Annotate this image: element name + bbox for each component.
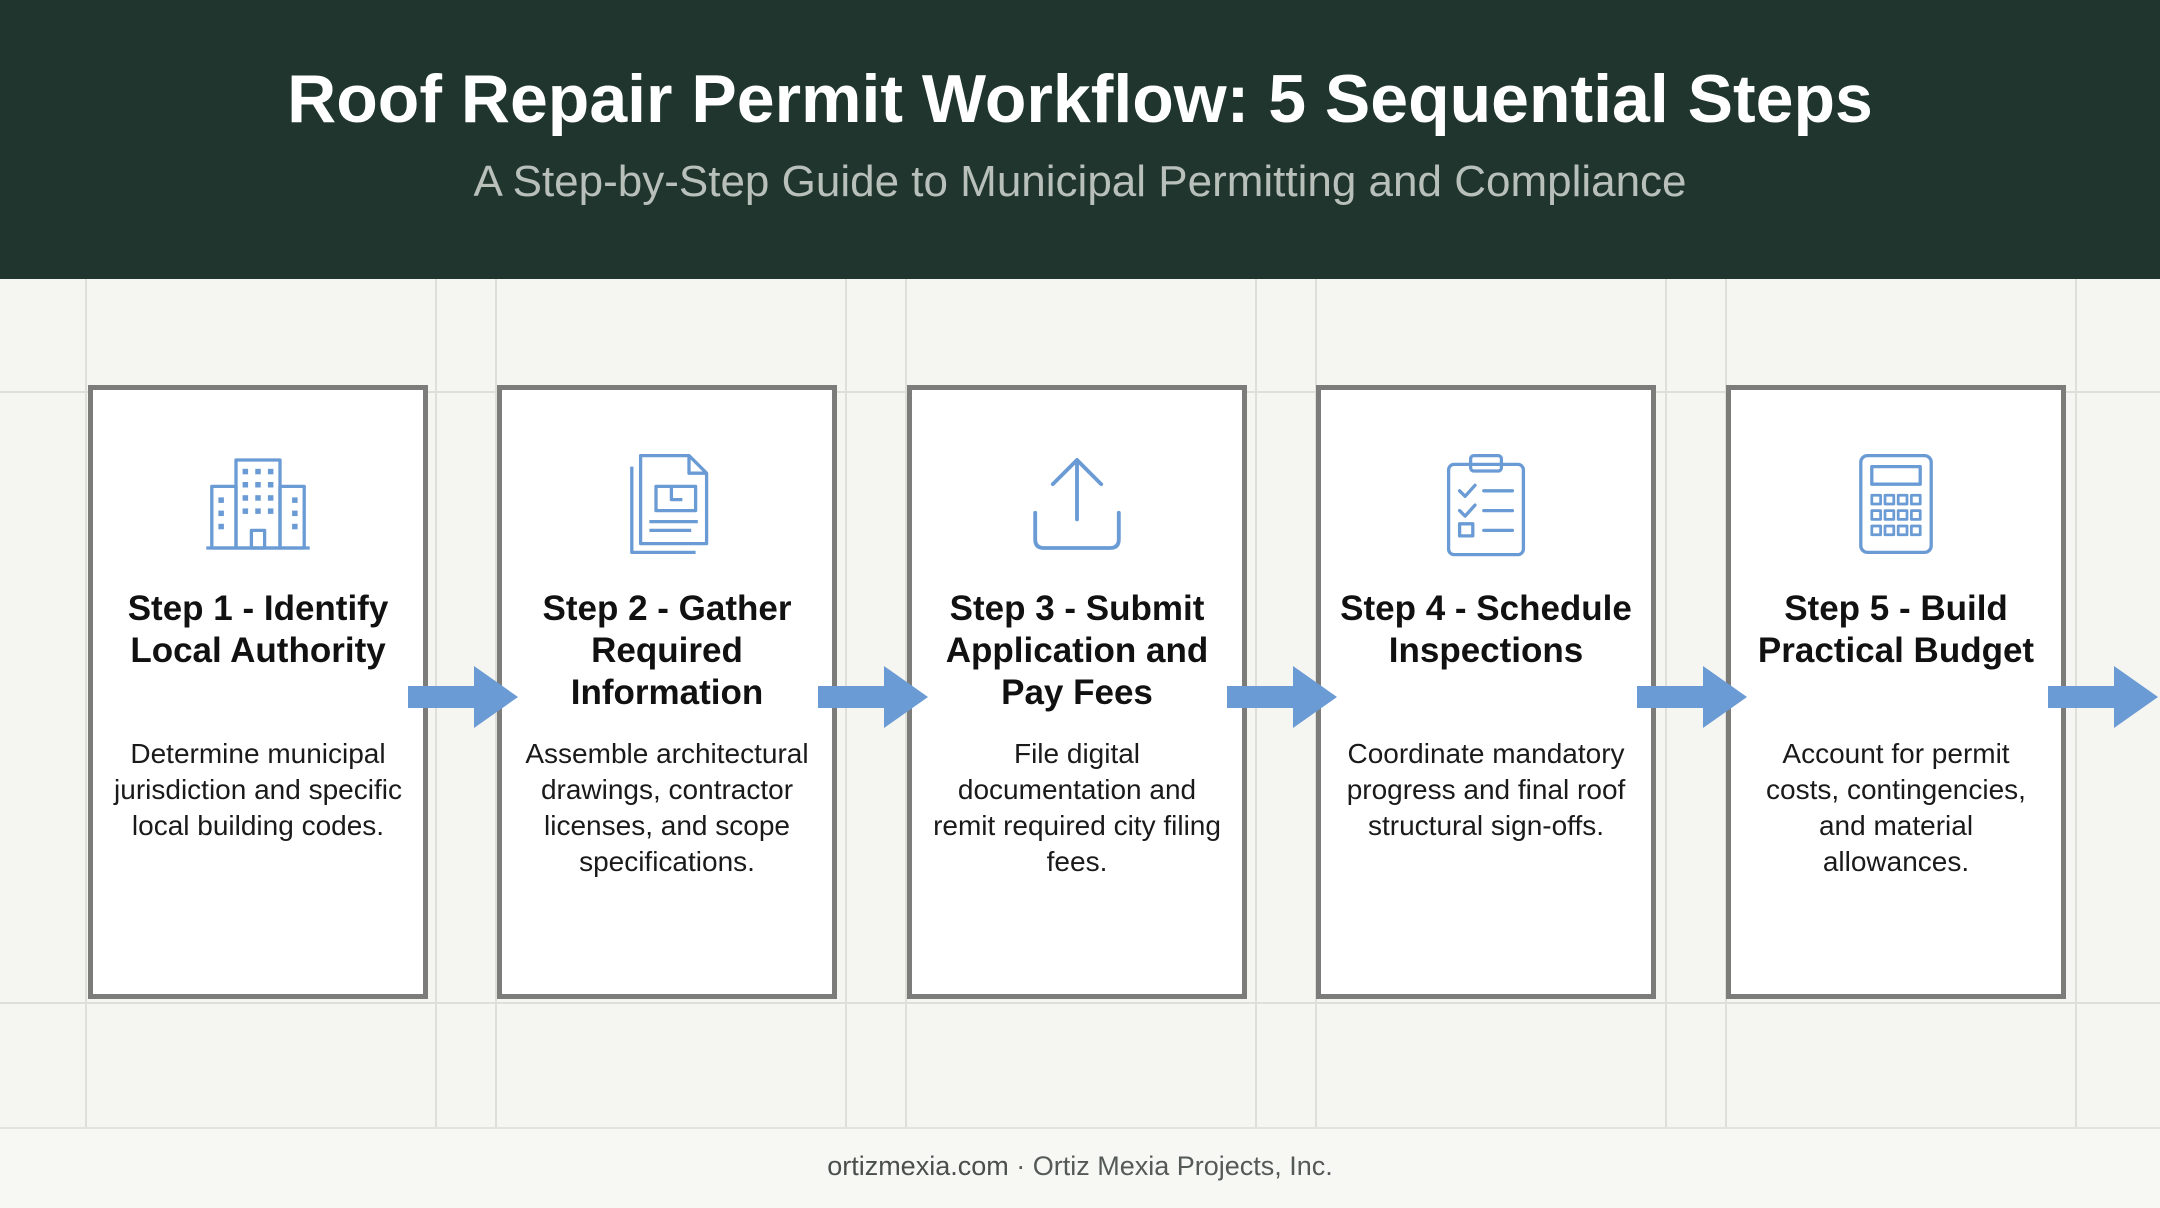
step-card-1 xyxy=(88,385,428,999)
clipboard-checklist-icon xyxy=(1321,444,1651,564)
step-card-2 xyxy=(497,385,837,999)
footer-separator: · xyxy=(1008,1151,1033,1181)
footer-credit xyxy=(0,1151,2160,1182)
step-title: Step 1 - Identify Local Authority xyxy=(127,589,389,670)
footer xyxy=(0,1127,2160,1208)
step-description: Determine municipal jurisdiction and specific local building codes. xyxy=(114,738,402,841)
step-card-4 xyxy=(1316,385,1656,999)
step-description: Account for permit costs, contingencies, and material allowances. xyxy=(1766,738,2026,877)
footer-domain-link[interactable]: ortizmexia.com xyxy=(827,1151,1009,1181)
arrow-right-icon xyxy=(1227,664,1337,730)
step-title: Step 2 - Gather Required Information xyxy=(542,589,792,712)
step-description: File digital documentation and remit required city filing fees. xyxy=(933,738,1221,877)
arrow-right-icon xyxy=(2048,664,2158,730)
step-title: Step 5 - Build Practical Budget xyxy=(1757,589,2035,670)
step-card-5 xyxy=(1726,385,2066,999)
arrow-right-icon xyxy=(1637,664,1747,730)
step-title: Step 4 - Schedule Inspections xyxy=(1340,589,1632,670)
step-description: Coordinate mandatory progress and final roof structural sign-offs. xyxy=(1346,738,1626,841)
step-title: Step 3 - Submit Application and Pay Fees xyxy=(945,589,1209,712)
documents-icon xyxy=(502,444,832,564)
calculator-icon xyxy=(1731,444,2061,564)
page-subtitle: A Step-by-Step Guide to Municipal Permitting and Compliance xyxy=(473,157,1687,206)
arrow-right-icon xyxy=(818,664,928,730)
arrow-right-icon xyxy=(408,664,518,730)
step-card-3 xyxy=(907,385,1247,999)
step-description: Assemble architectural drawings, contractor licenses, and scope specifications. xyxy=(525,738,809,877)
page-title: Roof Repair Permit Workflow: 5 Sequential Steps xyxy=(287,61,1873,137)
footer-company: Ortiz Mexia Projects, Inc. xyxy=(1032,1151,1333,1181)
building-icon xyxy=(93,444,423,564)
upload-icon xyxy=(912,444,1242,564)
